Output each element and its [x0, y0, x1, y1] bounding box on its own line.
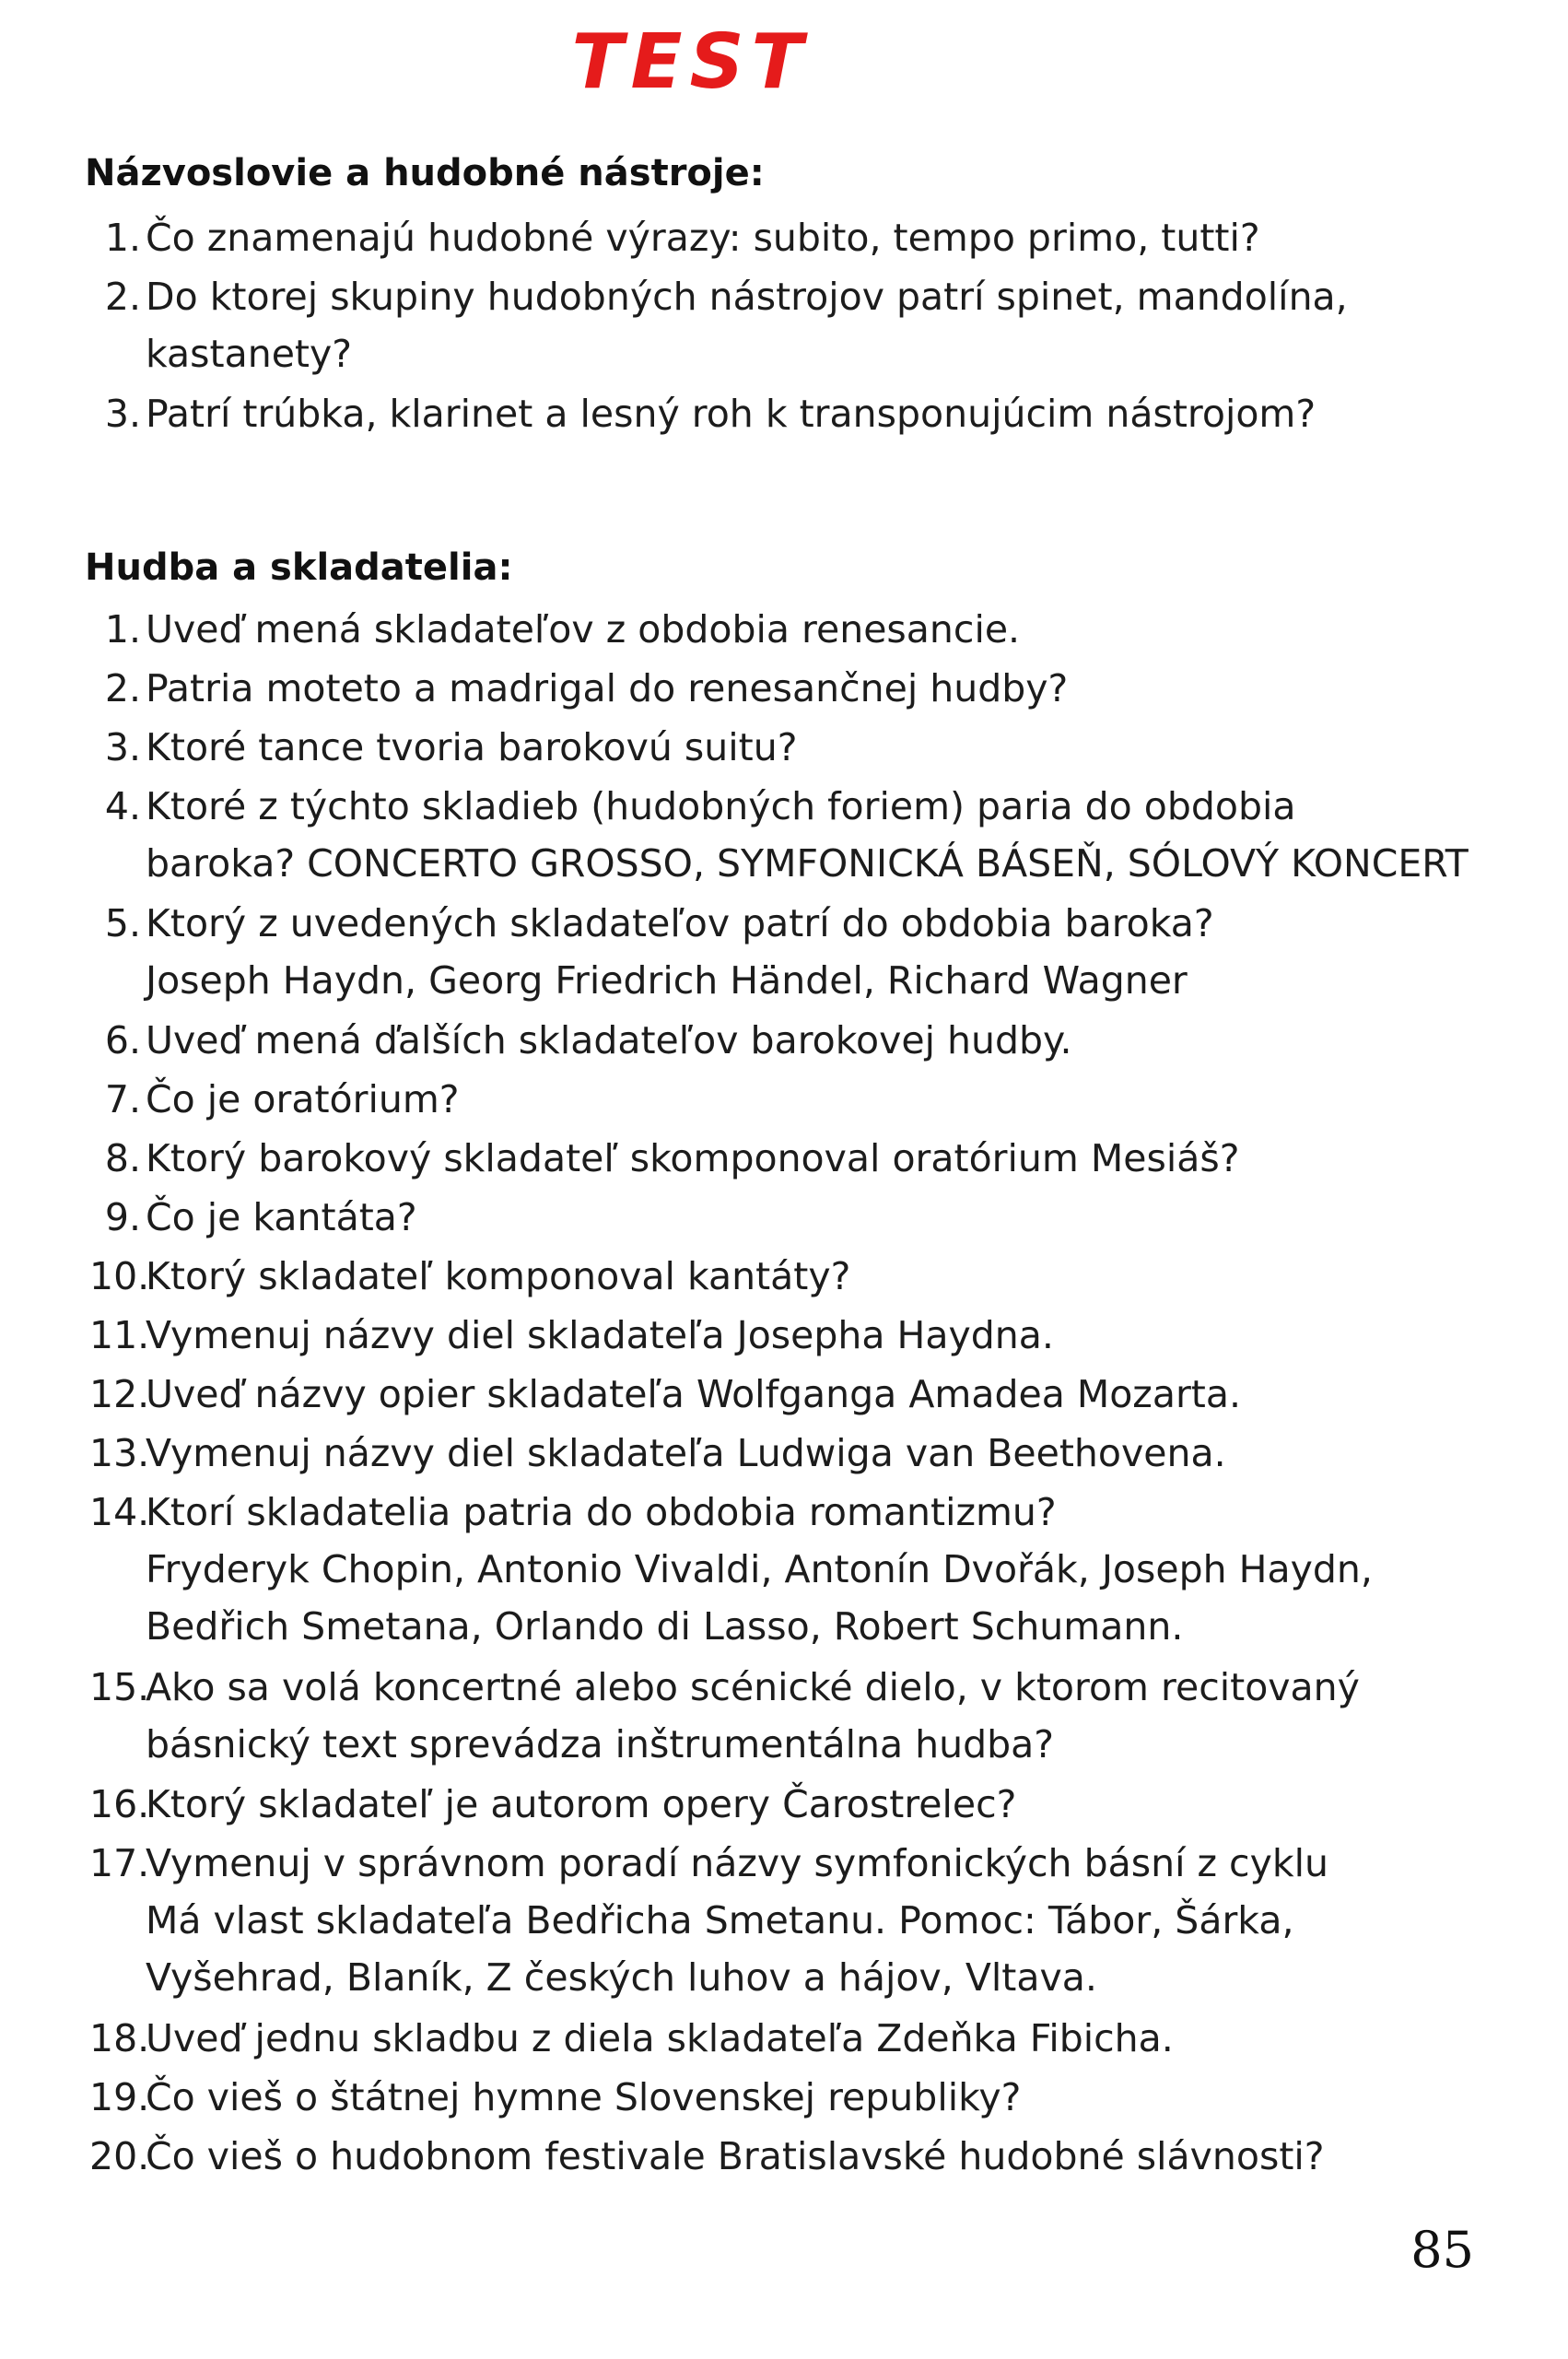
question-text — [146, 895, 1492, 1009]
question-line: Ktoré tance tvoria barokovú suitu? — [146, 725, 798, 769]
question-text — [146, 1835, 1492, 2006]
question-line: Ktorí skladatelia patria do obdobia romantizmu? — [146, 1490, 1057, 1534]
question-line: Patria moteto a madrigal do renesančnej hudby? — [146, 666, 1069, 710]
question-text — [146, 1012, 1492, 1069]
question-line: Uveď názvy opier skladateľa Wolfganga Amadea Mozarta. — [146, 1372, 1242, 1416]
question-line: kastanety? — [146, 332, 353, 376]
question-text — [146, 2128, 1492, 2185]
question-number: 1. — [104, 216, 141, 260]
question-number: 14. — [89, 1490, 150, 1534]
question-number: 17. — [89, 1841, 150, 1885]
question-line: baroka? CONCERTO GROSSO, SYMFONICKÁ BÁSEŇ, SÓLOVÝ KONCERT — [146, 841, 1469, 886]
question-text — [146, 2069, 1492, 2126]
page-title: TEST — [571, 18, 811, 106]
question-line: Čo vieš o hudobnom festivale Bratislavské hudobné slávnosti? — [146, 2134, 1325, 2178]
question-text — [146, 1366, 1492, 1423]
question-number: 3. — [104, 392, 141, 436]
question-text — [146, 601, 1492, 658]
question-number: 5. — [104, 901, 141, 945]
question-line: Uveď mená ďalších skladateľov barokovej hudby. — [146, 1018, 1072, 1062]
question-number: 20. — [89, 2134, 150, 2178]
question-text — [146, 268, 1492, 382]
question-text — [146, 1776, 1492, 1833]
question-text — [146, 1484, 1492, 1655]
question-line: Ktorý barokový skladateľ skomponoval oratórium Mesiáš? — [146, 1136, 1240, 1180]
question-text — [146, 778, 1492, 892]
question-line: Vymenuj názvy diel skladateľa Ludwiga van Beethovena. — [146, 1431, 1226, 1475]
question-number: 6. — [104, 1018, 141, 1062]
question-text — [146, 1130, 1492, 1187]
question-line: Ktorý skladateľ je autorom opery Čarostrelec? — [146, 1782, 1017, 1826]
question-text — [146, 1071, 1492, 1128]
question-number: 11. — [89, 1313, 150, 1357]
question-text — [146, 385, 1492, 442]
question-number: 15. — [89, 1665, 150, 1709]
question-text — [146, 2010, 1492, 2067]
question-text — [146, 1189, 1492, 1246]
question-line: Ktoré z týchto skladieb (hudobných foriem) paria do obdobia — [146, 784, 1296, 828]
question-line: Čo znamenajú hudobné výrazy: subito, tempo primo, tutti? — [146, 216, 1260, 260]
question-text — [146, 1659, 1492, 1773]
question-number: 19. — [89, 2075, 150, 2119]
question-line: Joseph Haydn, Georg Friedrich Händel, Richard Wagner — [146, 958, 1188, 1003]
question-text — [146, 1425, 1492, 1482]
question-number: 2. — [104, 275, 141, 319]
question-number: 8. — [104, 1136, 141, 1180]
question-number: 7. — [104, 1077, 141, 1121]
question-line: básnický text sprevádza inštrumentálna hudba? — [146, 1722, 1055, 1766]
question-text — [146, 719, 1492, 776]
question-line: Vymenuj v správnom poradí názvy symfonických básní z cyklu — [146, 1841, 1328, 1885]
question-number: 10. — [89, 1254, 150, 1298]
question-line: Čo vieš o štátnej hymne Slovenskej republiky? — [146, 2075, 1022, 2119]
question-line: Fryderyk Chopin, Antonio Vivaldi, Antonín Dvořák, Joseph Haydn, — [146, 1547, 1373, 1591]
question-number: 16. — [89, 1782, 150, 1826]
question-line: Ako sa volá koncertné alebo scénické dielo, v ktorom recitovaný — [146, 1665, 1360, 1709]
question-text — [146, 209, 1492, 266]
question-line: Ktorý z uvedených skladateľov patrí do obdobia baroka? — [146, 901, 1214, 945]
question-line: Bedřich Smetana, Orlando di Lasso, Robert Schumann. — [146, 1604, 1184, 1649]
question-number: 2. — [104, 666, 141, 710]
question-line: Vymenuj názvy diel skladateľa Josepha Haydna. — [146, 1313, 1054, 1357]
question-number: 13. — [89, 1431, 150, 1475]
question-line: Patrí trúbka, klarinet a lesný roh k transponujúcim nástrojom? — [146, 392, 1316, 436]
question-line: Uveď jednu skladbu z diela skladateľa Zdeňka Fibicha. — [146, 2016, 1174, 2060]
question-line: Vyšehrad, Blaník, Z českých luhov a hájov, Vltava. — [146, 1955, 1097, 2000]
question-number: 3. — [104, 725, 141, 769]
section-heading-hudba: Hudba a skladatelia: — [85, 546, 513, 589]
question-line: Uveď mená skladateľov z obdobia renesancie. — [146, 607, 1021, 651]
question-line: Čo je oratórium? — [146, 1077, 460, 1121]
page-number: 85 — [1410, 2221, 1474, 2279]
question-number: 9. — [104, 1195, 141, 1239]
question-line: Čo je kantáta? — [146, 1195, 417, 1239]
section-heading-nazvoslovie: Názvoslovie a hudobné nástroje: — [85, 152, 765, 194]
question-number: 4. — [104, 784, 141, 828]
question-text — [146, 660, 1492, 717]
question-line: Má vlast skladateľa Bedřicha Smetanu. Pomoc: Tábor, Šárka, — [146, 1898, 1294, 1942]
question-line: Ktorý skladateľ komponoval kantáty? — [146, 1254, 851, 1298]
question-text — [146, 1307, 1492, 1364]
question-line: Do ktorej skupiny hudobných nástrojov patrí spinet, mandolína, — [146, 275, 1348, 319]
question-text — [146, 1248, 1492, 1305]
question-number: 18. — [89, 2016, 150, 2060]
question-number: 12. — [89, 1372, 150, 1416]
question-number: 1. — [104, 607, 141, 651]
